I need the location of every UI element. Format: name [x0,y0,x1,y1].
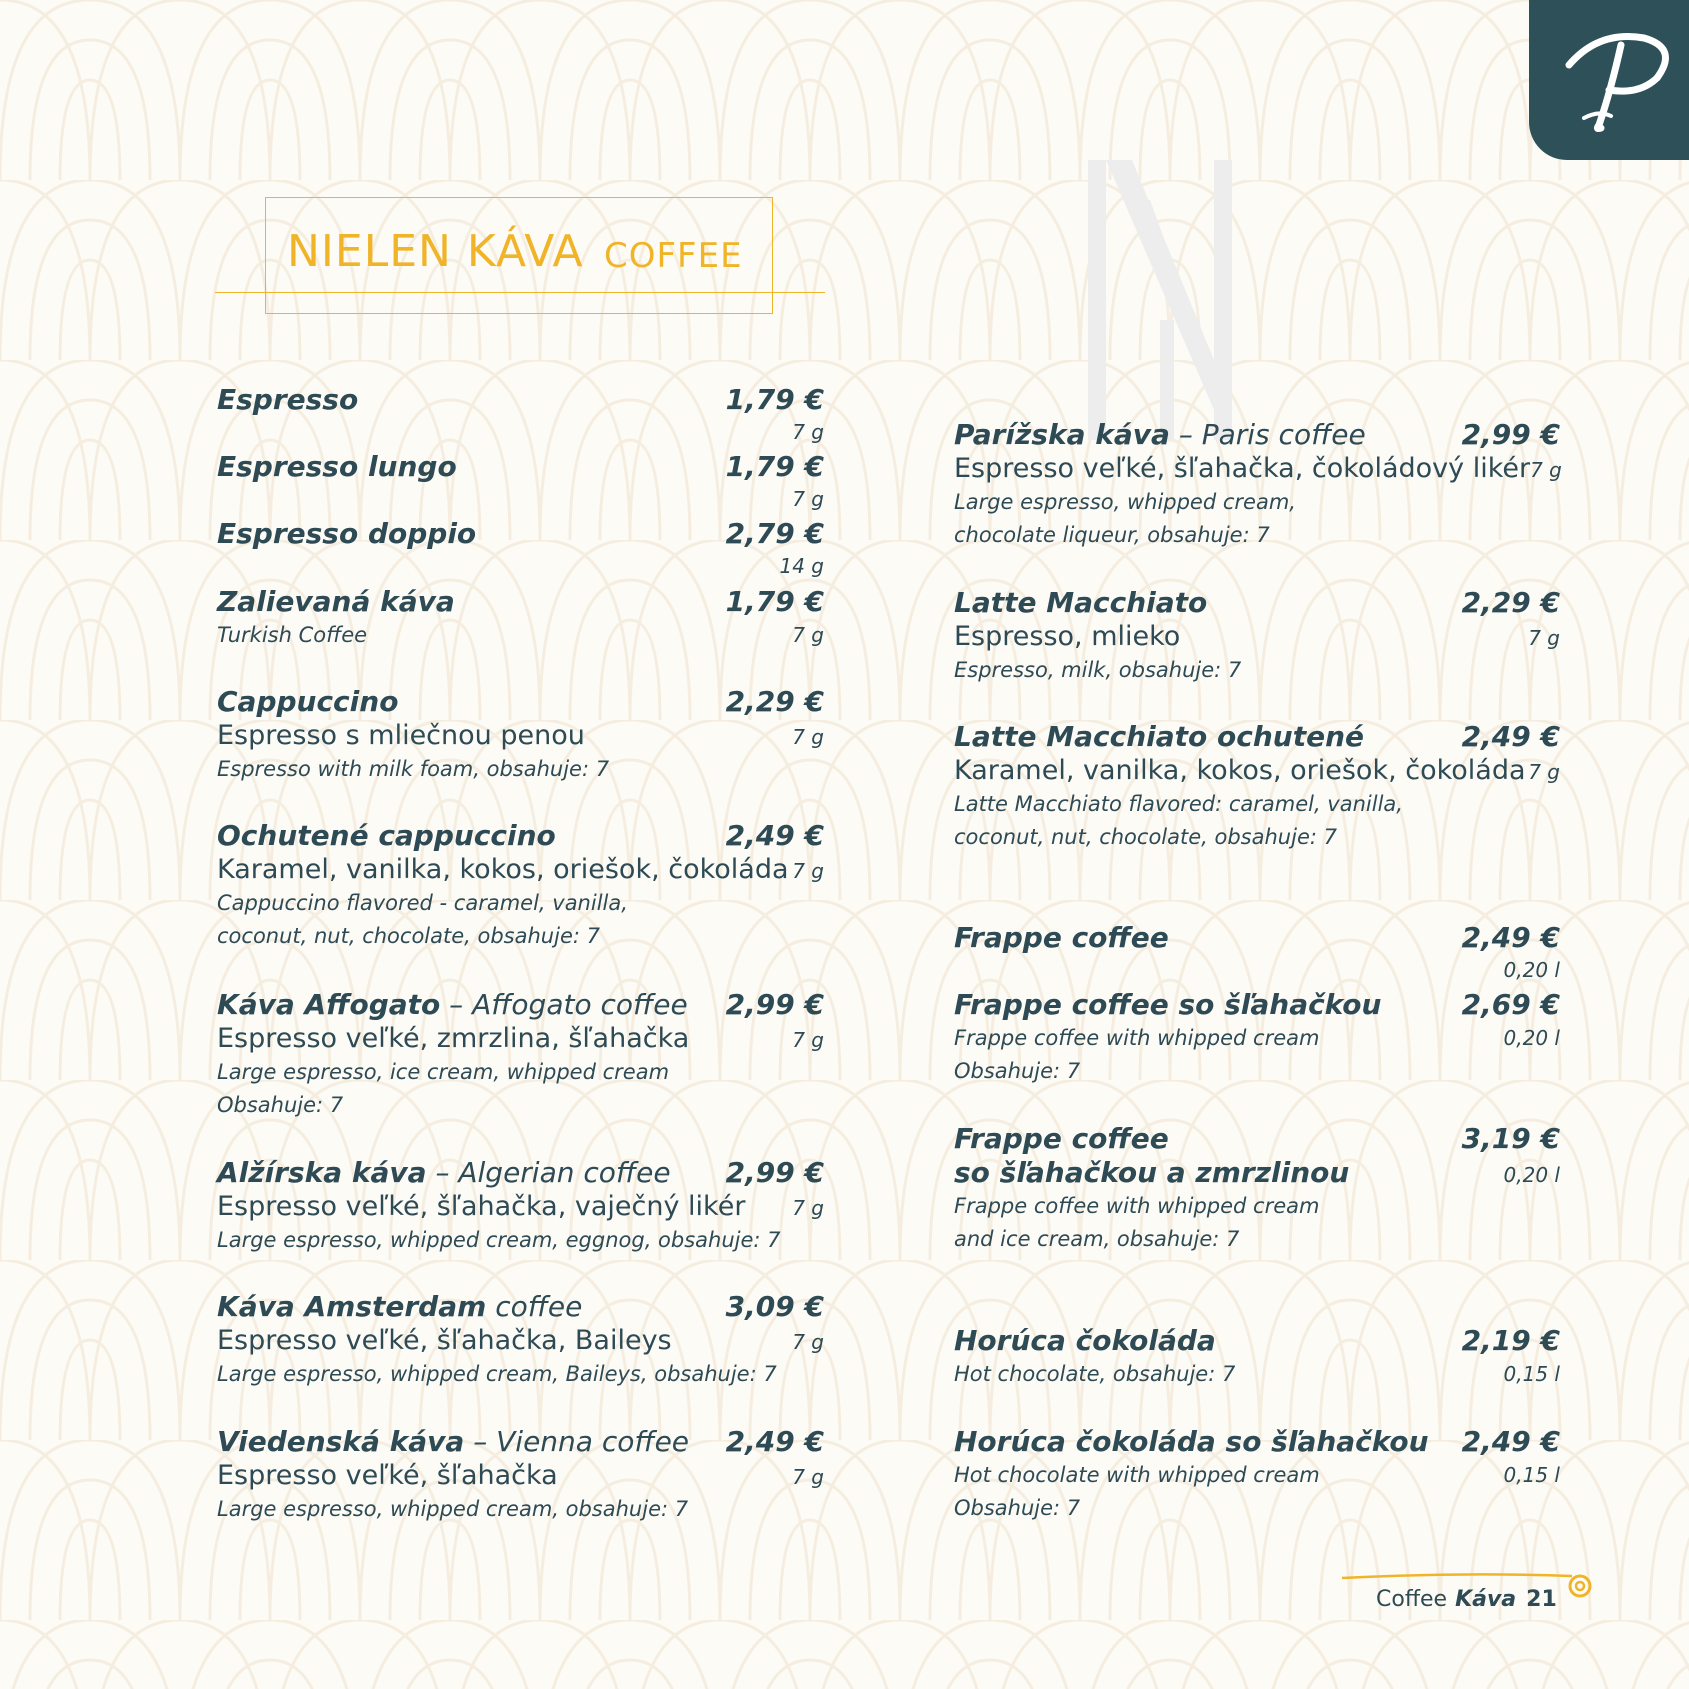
item-quantity: 7 g [792,487,824,511]
item-price: 2,79 € [725,517,824,550]
menu-item [217,685,824,786]
item-name-en: – Vienna coffee [464,1425,690,1458]
item-quantity: 0,20 l [1503,1163,1560,1187]
menu-item [217,1156,824,1257]
item-name-sk: Viedenská káva [217,1425,465,1458]
item-name: Frappe coffee so šľahačkou [954,988,1382,1021]
item-description-sk: Karamel, vanilka, kokos, oriešok, čokoláda [217,854,789,885]
item-name: Zalievaná káva [217,585,455,618]
item-name-sk: Káva Affogato [217,988,441,1021]
item-price: 3,19 € [1461,1122,1560,1155]
item-name [217,988,688,1022]
item-name-sk: Káva Amsterdam [217,1290,487,1323]
item-price: 2,99 € [725,988,824,1021]
item-description-sk: Espresso veľké, šľahačka, čokoládový likér [954,453,1531,484]
logo-badge [1529,0,1689,160]
item-price: 2,19 € [1461,1324,1560,1357]
item-description-en: Obsahuje: 7 [954,1059,1081,1083]
item-description-en: coconut, nut, chocolate, obsahuje: 7 [217,924,600,948]
menu-item [954,1324,1560,1391]
menu-item [954,1425,1560,1525]
item-name: Espresso lungo [217,450,457,483]
menu-item [217,1290,824,1391]
item-price: 2,49 € [1461,720,1560,753]
item-description-en: Espresso, milk, obsahuje: 7 [954,658,1242,682]
item-name: Frappe coffee [954,921,1169,954]
item-name: Espresso doppio [217,517,477,550]
item-description-en: chocolate liqueur, obsahuje: 7 [954,523,1270,547]
footer-label-en: Coffee [1376,1587,1448,1612]
item-quantity: 0,15 l [1503,1362,1560,1386]
item-quantity: 7 g [792,725,824,749]
menu-item [217,383,824,449]
item-description-en: Turkish Coffee [217,623,368,647]
item-description-sk: Espresso, mlieko [954,621,1181,652]
watermark-n-icon [1080,160,1240,440]
item-quantity: 7 g [1528,626,1560,650]
item-description-en: Hot chocolate with whipped cream [954,1463,1320,1487]
item-description-en: Obsahuje: 7 [954,1496,1081,1520]
page-number: 21 [1526,1587,1557,1612]
item-quantity: 7 g [792,623,824,647]
footer-label-sk: Káva [1455,1587,1517,1612]
item-name [217,1425,689,1459]
item-name [954,418,1366,452]
item-price: 1,79 € [725,585,824,618]
item-description-en: Cappuccino flavored - caramel, vanilla, [217,891,628,915]
item-description-en: Latte Macchiato flavored: caramel, vanilla, [954,792,1403,816]
item-description-sk: Espresso veľké, šľahačka, vaječný likér [217,1191,746,1222]
item-quantity: 14 g [779,554,824,578]
item-description-en: Large espresso, ice cream, whipped cream [217,1060,670,1084]
item-price: 1,79 € [725,450,824,483]
item-price: 2,99 € [725,1156,824,1189]
item-name [217,1290,582,1324]
menu-item [217,585,824,652]
item-name [217,1156,671,1190]
item-price: 2,49 € [1461,1425,1560,1458]
item-price: 1,79 € [725,383,824,416]
item-description-en: and ice cream, obsahuje: 7 [954,1227,1240,1251]
menu-item [954,988,1560,1088]
item-name: Cappuccino [217,685,399,718]
menu-item [217,988,824,1122]
item-name: Horúca čokoláda [954,1324,1216,1357]
item-description-en: Obsahuje: 7 [217,1093,344,1117]
item-price: 2,49 € [725,819,824,852]
item-name-en: – Algerian coffee [426,1156,671,1189]
item-description-sk: Espresso veľké, šľahačka [217,1460,558,1491]
item-name-en: – Affogato coffee [440,988,688,1021]
item-quantity: 7 g [792,1330,824,1354]
item-name: Espresso [217,383,359,416]
item-price: 2,29 € [1461,586,1560,619]
item-quantity: 7 g [1530,458,1562,482]
item-name-sk: Parížska káva [954,418,1170,451]
item-name: Ochutené cappuccino [217,819,556,852]
item-quantity: 7 g [1528,760,1560,784]
item-description-en: Frappe coffee with whipped cream [954,1194,1320,1218]
item-name: Frappe coffee [954,1122,1169,1155]
item-name-line2: so šľahačkou a zmrzlinou [954,1156,1350,1189]
item-description-en: Large espresso, whipped cream, obsahuje: 7 [217,1497,689,1521]
menu-item [954,418,1560,552]
item-description-en: Large espresso, whipped cream, eggnog, obsahuje: 7 [217,1228,781,1252]
logo-p-icon [1529,0,1689,160]
item-description-en: Frappe coffee with whipped cream [954,1026,1320,1050]
item-price: 2,69 € [1461,988,1560,1021]
item-quantity: 7 g [792,1196,824,1220]
item-name: Latte Macchiato [954,586,1208,619]
item-description-sk: Espresso veľké, šľahačka, Baileys [217,1325,672,1356]
menu-item [954,921,1560,987]
item-price: 3,09 € [725,1290,824,1323]
item-description-sk: Espresso veľké, zmrzlina, šľahačka [217,1023,690,1054]
item-description-sk: Espresso s mliečnou penou [217,720,585,751]
item-price: 2,49 € [725,1425,824,1458]
item-name-en: – Paris coffee [1169,418,1366,451]
item-description-sk: Karamel, vanilka, kokos, oriešok, čokoláda [954,755,1526,786]
item-description-en: Hot chocolate, obsahuje: 7 [954,1362,1236,1386]
menu-item [217,450,824,516]
menu-item [954,1122,1560,1256]
item-price: 2,49 € [1461,921,1560,954]
menu-item [954,586,1560,687]
page-title: NIELEN KÁVA [287,226,584,277]
page-subtitle: COFFEE [604,236,743,276]
item-quantity: 7 g [792,420,824,444]
item-name-en: coffee [486,1290,583,1323]
item-quantity: 0,20 l [1503,958,1560,982]
item-description-en: Large espresso, whipped cream, Baileys, obsahuje: 7 [217,1362,777,1386]
item-quantity: 7 g [792,1465,824,1489]
item-quantity: 7 g [792,859,824,883]
menu-item [217,1425,824,1526]
item-quantity: 7 g [792,1028,824,1052]
item-price: 2,99 € [1461,418,1560,451]
item-price: 2,29 € [725,685,824,718]
item-name: Latte Macchiato ochutené [954,720,1364,753]
item-name: Horúca čokoláda so šľahačkou [954,1425,1429,1458]
item-name-sk: Alžírska káva [217,1156,427,1189]
menu-item [954,720,1560,854]
item-description-en: coconut, nut, chocolate, obsahuje: 7 [954,825,1337,849]
item-quantity: 0,15 l [1503,1463,1560,1487]
item-quantity: 0,20 l [1503,1026,1560,1050]
item-description-en: Espresso with milk foam, obsahuje: 7 [217,757,610,781]
menu-item [217,517,824,583]
page-footer [1376,1587,1557,1612]
item-description-en: Large espresso, whipped cream, [954,490,1296,514]
menu-item [217,819,824,953]
